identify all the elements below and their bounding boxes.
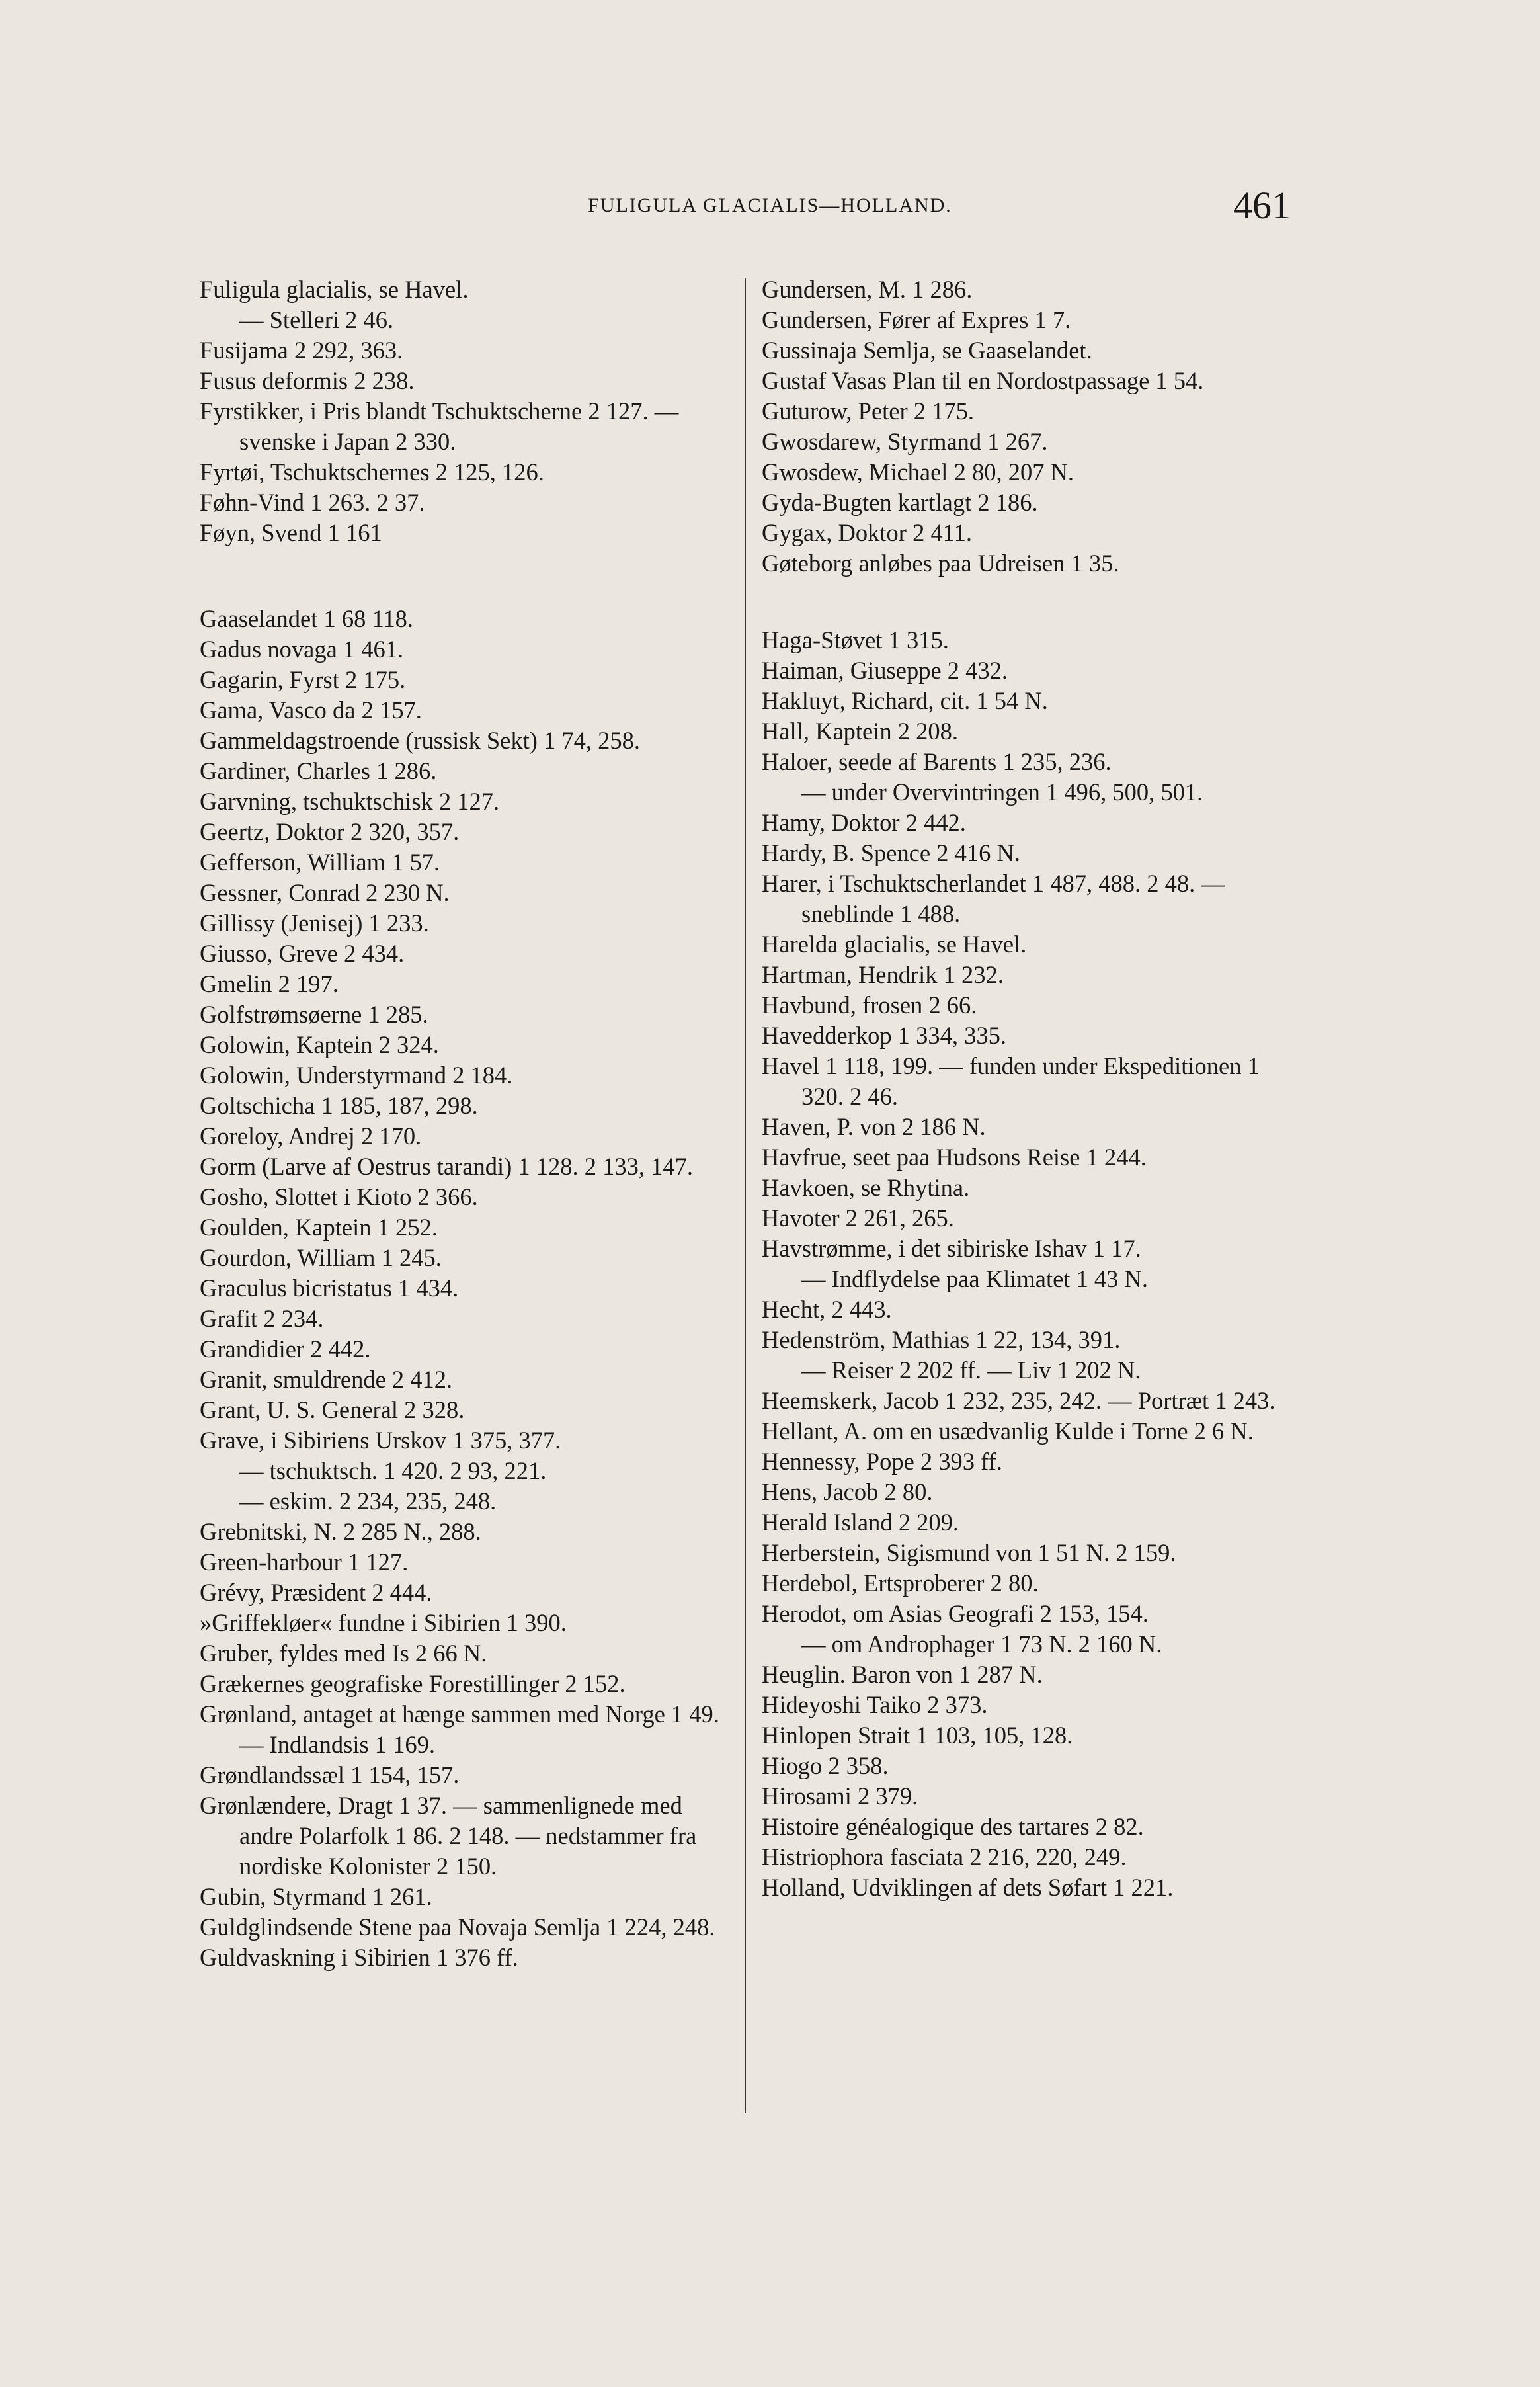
index-entry: Gmelin 2 197. [200,970,339,997]
index-entry: Granit, smuldrende 2 412. [200,1366,453,1393]
index-entry: — eskim. 2 234, 235, 248. [239,1487,497,1515]
index-entry: Guldvaskning i Sibirien 1 376 ff. [200,1944,518,1971]
index-entry: Hirosami 2 379. [762,1782,918,1810]
index-entry: Haloer, seede af Barents 1 235, 236. [762,748,1112,775]
index-entry: Hecht, 2 443. [762,1296,892,1323]
index-entry: Grækernes geografiske Forestillinger 2 152. [200,1670,626,1697]
index-entry: Gustaf Vasas Plan til en Nordostpassage 1 54. [762,367,1204,394]
index-entry: Havoter 2 261, 265. [762,1204,954,1232]
index-entry: Grøndlandssæl 1 154, 157. [200,1761,460,1788]
index-entry: Gwosdew, Michael 2 80, 207 N. [762,458,1074,485]
index-entry: Hens, Jacob 2 80. [762,1478,933,1505]
index-entry: — om Androphager 1 73 N. 2 160 N. [801,1630,1162,1657]
index-entry: Gagarin, Fyrst 2 175. [200,666,406,693]
index-entry: Grønlændere, Dragt 1 37. — sammenlignede med andre Polarfolk 1 86. 2 148. — nedstammer fra nordiske Kolonister 2 150. [200,1792,703,1880]
index-column-left [200,274,726,1973]
index-entry: Føhn-Vind 1 263. 2 37. [200,489,425,516]
index-entry: Gorm (Larve af Oestrus tarandi) 1 128. 2 133, 147. [200,1153,694,1180]
index-entry: Golfstrømsøerne 1 285. [200,1001,428,1028]
index-entry: Guturow, Peter 2 175. [762,398,975,425]
index-entry: Grebnitski, N. 2 285 N., 288. [200,1518,481,1545]
index-entry: Gama, Vasco da 2 157. [200,696,422,724]
column-divider [745,278,746,2113]
index-entry: Gwosdarew, Styrmand 1 267. [762,428,1048,455]
index-entry: Havedderkop 1 334, 335. [762,1022,1006,1049]
index-entry: Grafit 2 234. [200,1305,324,1332]
index-entry: Havkoen, se Rhytina. [762,1174,970,1201]
index-entry: Grave, i Sibiriens Urskov 1 375, 377. [200,1427,561,1454]
index-entry: Haiman, Giuseppe 2 432. [762,657,1008,684]
index-entry: Hardy, B. Spence 2 416 N. [762,839,1020,866]
index-entry: Gosho, Slottet i Kioto 2 366. [200,1183,478,1210]
index-entry: Haga-Støvet 1 315. [762,626,949,653]
index-entry: Gessner, Conrad 2 230 N. [200,879,450,906]
index-entry: Giusso, Greve 2 434. [200,940,405,967]
index-entry: Golowin, Kaptein 2 324. [200,1031,439,1058]
index-entry: Gubin, Styrmand 1 261. [200,1883,432,1910]
index-entry: Gaaselandet 1 68 118. [200,605,413,632]
index-entry: Hakluyt, Richard, cit. 1 54 N. [762,687,1048,714]
index-entry: Hamy, Doktor 2 442. [762,809,966,836]
index-entry: Gundersen, Fører af Expres 1 7. [762,306,1071,333]
page-number: 461 [1233,184,1291,227]
index-entry: Herodot, om Asias Geografi 2 153, 154. [762,1600,1149,1627]
index-entry: Hedenström, Mathias 1 22, 134, 391. [762,1326,1121,1353]
index-entry: — tschuktsch. 1 420. 2 93, 221. [239,1457,547,1484]
index-entry: Herberstein, Sigismund von 1 51 N. 2 159. [762,1539,1176,1566]
index-entry: Føyn, Svend 1 161 [200,519,382,546]
index-entry: — Reiser 2 202 ff. — Liv 1 202 N. [801,1357,1141,1384]
index-entry: Havbund, frosen 2 66. [762,991,977,1019]
index-entry: Guldglindsende Stene paa Novaja Semlja 1 224, 248. [200,1913,715,1941]
index-entry: Hall, Kaptein 2 208. [762,718,959,745]
index-entry: Fyrtøi, Tschuktschernes 2 125, 126. [200,458,544,485]
index-entry: Goreloy, Andrej 2 170. [200,1122,422,1150]
index-entry: Hellant, A. om en usædvanlig Kulde i Torne 2 6 N. [762,1417,1254,1445]
index-entry: Herald Island 2 209. [762,1509,959,1536]
index-entry: Gadus novaga 1 461. [200,636,404,663]
index-entry: Gammeldagstroende (russisk Sekt) 1 74, 258. [200,727,641,754]
index-entry: Havel 1 118, 199. — funden under Ekspeditionen 1 320. 2 46. [762,1052,1266,1110]
index-entry: Grandidier 2 442. [200,1335,371,1362]
index-entry: Goulden, Kaptein 1 252. [200,1214,438,1241]
index-entry: Harer, i Tschuktscherlandet 1 487, 488. 2 48. — sneblinde 1 488. [762,870,1231,927]
index-entry: Fusus deformis 2 238. [200,367,415,394]
index-entry: Gardiner, Charles 1 286. [200,757,437,784]
index-entry: Gefferson, William 1 57. [200,849,440,876]
index-entry: Golowin, Understyrmand 2 184. [200,1062,513,1089]
index-entry: Gundersen, M. 1 286. [762,276,973,303]
index-entry: Histoire généalogique des tartares 2 82. [762,1813,1144,1840]
index-entry: Harelda glacialis, se Havel. [762,931,1027,958]
index-entry: Geertz, Doktor 2 320, 357. [200,818,460,845]
index-column-right [762,274,1287,1903]
index-entry: Hideyoshi Taiko 2 373. [762,1691,988,1718]
index-entry: Gourdon, William 1 245. [200,1244,442,1271]
running-title: FULIGULA GLACIALIS—HOLLAND. [588,194,952,216]
index-entry: Fyrstikker, i Pris blandt Tschuktscherne 2 127. — svenske i Japan 2 330. [200,398,685,455]
index-entry: Gillissy (Jenisej) 1 233. [200,909,429,937]
index-entry: — Stelleri 2 46. [239,306,394,333]
index-entry: Garvning, tschuktschisk 2 127. [200,788,500,815]
index-entry: Heemskerk, Jacob 1 232, 235, 242. — Portræt 1 243. [762,1387,1276,1414]
index-entry: Histriophora fasciata 2 216, 220, 249. [762,1843,1127,1870]
index-entry: Havstrømme, i det sibiriske Ishav 1 17. [762,1235,1141,1262]
index-entry: Hiogo 2 358. [762,1752,889,1779]
index-entry: »Griffekløer« fundne i Sibirien 1 390. [200,1609,567,1636]
index-entry: — under Overvintringen 1 496, 500, 501. [801,778,1203,806]
index-entry: Fusijama 2 292, 363. [200,337,403,364]
index-entry: — Indflydelse paa Klimatet 1 43 N. [801,1265,1149,1292]
index-entry: Grévy, Præsident 2 444. [200,1579,432,1606]
index-entry: Gruber, fyldes med Is 2 66 N. [200,1640,487,1667]
index-entry: Fuligula glacialis, se Havel. [200,276,469,303]
index-entry: Gygax, Doktor 2 411. [762,519,972,546]
index-entry: Goltschicha 1 185, 187, 298. [200,1092,478,1119]
index-entry: Hennessy, Pope 2 393 ff. [762,1448,1002,1475]
index-entry: Gyda-Bugten kartlagt 2 186. [762,489,1038,516]
index-entry: Holland, Udviklingen af dets Søfart 1 221. [762,1874,1174,1901]
index-entry: Hartman, Hendrik 1 232. [762,961,1004,988]
index-entry: Havfrue, seet paa Hudsons Reise 1 244. [762,1144,1147,1171]
index-entry: Grønland, antaget at hænge sammen med Norge 1 49. — Indlandsis 1 169. [200,1700,726,1758]
index-entry: Heuglin. Baron von 1 287 N. [762,1661,1043,1688]
index-entry: Graculus bicristatus 1 434. [200,1275,459,1302]
index-entry: Herdebol, Ertsproberer 2 80. [762,1570,1039,1597]
index-entry: Green-harbour 1 127. [200,1548,409,1575]
index-entry: Grant, U. S. General 2 328. [200,1396,465,1423]
index-entry: Gøteborg anløbes paa Udreisen 1 35. [762,550,1119,577]
index-entry: Hinlopen Strait 1 103, 105, 128. [762,1722,1073,1749]
index-entry: Gussinaja Semlja, se Gaaselandet. [762,337,1092,364]
index-entry: Haven, P. von 2 186 N. [762,1113,986,1140]
